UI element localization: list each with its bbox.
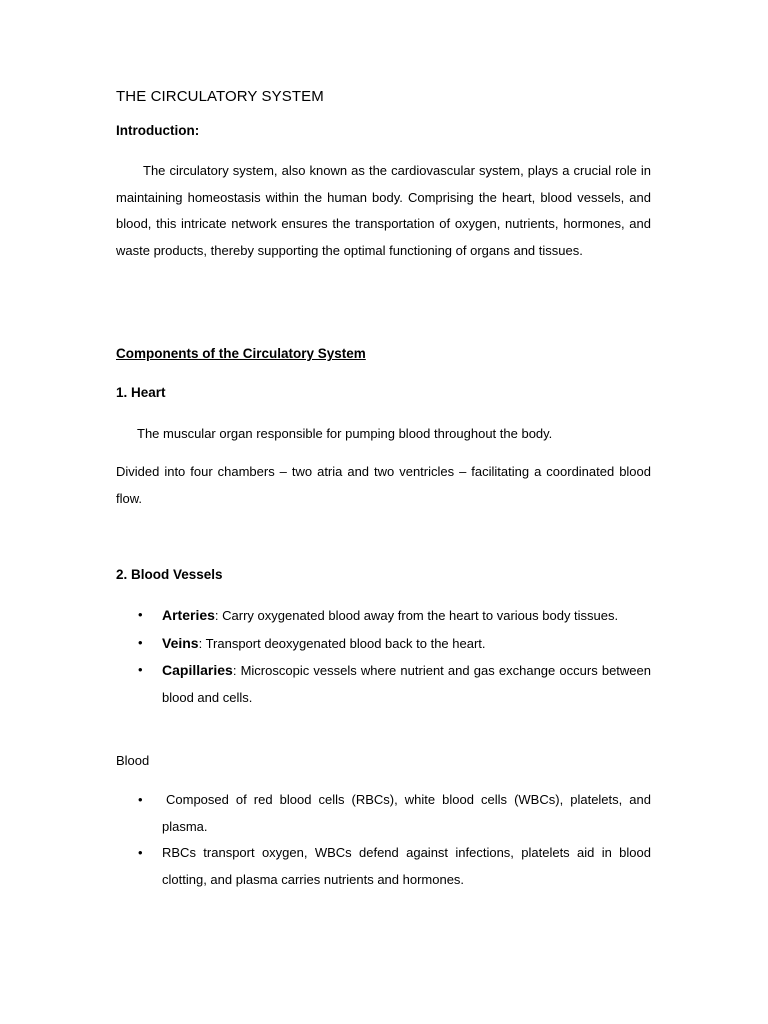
- bullet-icon: •: [138, 607, 143, 622]
- introduction-heading: Introduction:: [116, 123, 200, 138]
- heart-paragraph-1: The muscular organ responsible for pumping blood throughout the body.: [137, 426, 553, 441]
- list-item: [116, 602, 651, 630]
- capillaries-term: Capillaries: [162, 662, 233, 679]
- blood-composition-text: Composed of red blood cells (RBCs), white blood cells (WBCs), platelets, and plasma.: [162, 792, 651, 834]
- arteries-description: : Carry oxygenated blood away from the heart to various body tissues.: [214, 608, 619, 623]
- blood-label: Blood: [116, 753, 150, 768]
- bullet-icon: •: [138, 662, 143, 678]
- blood-list: [116, 787, 651, 894]
- blood-vessels-list: [116, 602, 651, 712]
- veins-term: Veins: [162, 634, 199, 651]
- document-title: THE CIRCULATORY SYSTEM: [116, 88, 324, 105]
- heart-paragraph-2: Divided into four chambers – two atria and two ventricles – facilitating a coordinated blood flow.: [116, 464, 651, 506]
- list-item: [116, 657, 651, 711]
- bullet-icon: •: [138, 634, 143, 650]
- blood-function-text: RBCs transport oxygen, WBCs defend against infections, platelets aid in blood clotting, and plasma carries nutrients and hormones.: [162, 845, 651, 888]
- list-item: [116, 787, 651, 840]
- list-item: [116, 630, 651, 658]
- capillaries-description: : Microscopic vessels where nutrient and gas exchange occurs between blood and cells.: [162, 663, 651, 706]
- veins-description: : Transport deoxygenated blood back to the heart.: [198, 635, 486, 651]
- components-heading: Components of the Circulatory System: [116, 346, 366, 361]
- heart-heading: 1. Heart: [116, 385, 166, 400]
- bullet-icon: •: [138, 792, 143, 807]
- blood-vessels-heading: 2. Blood Vessels: [116, 567, 223, 582]
- list-item: [116, 840, 651, 893]
- arteries-term: Arteries: [162, 607, 215, 623]
- introduction-paragraph: The circulatory system, also known as the cardiovascular system, plays a crucial role in maintaining homeostasis within the human body. Comprising the heart, blood vessels, and blood, this intricate network ensures the transportation of oxygen, nutrients, hormones, and waste products, thereby supporting the optimal functioning of organs and tissues.: [116, 163, 651, 259]
- bullet-icon: •: [138, 845, 143, 861]
